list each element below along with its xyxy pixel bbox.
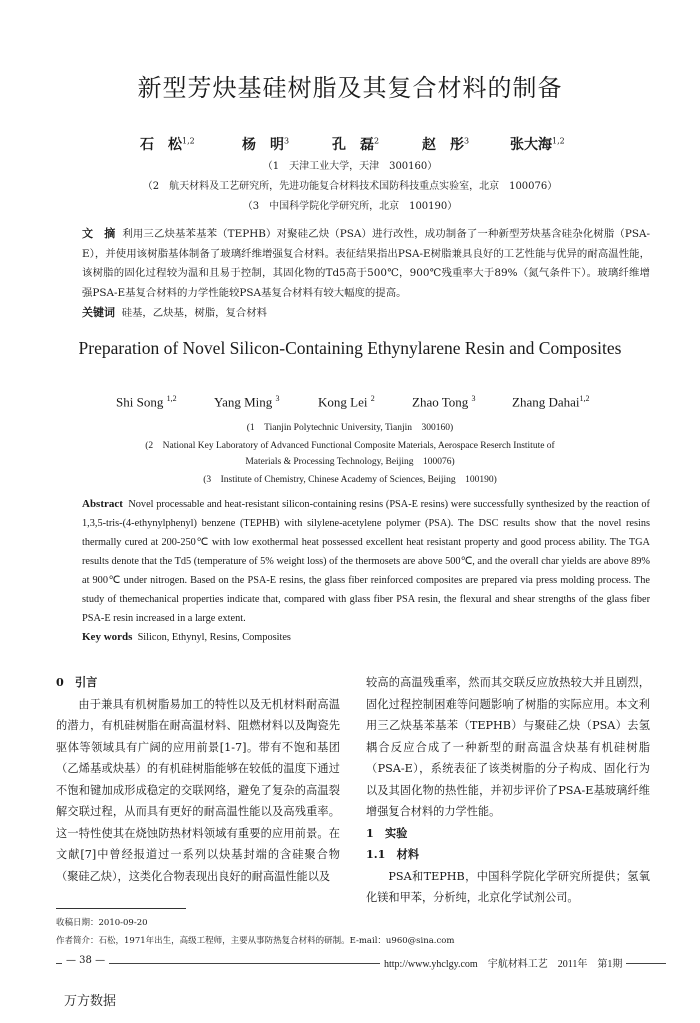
abstract-zh (82, 224, 650, 324)
affiliation-en-2: (2 National Key Laboratory of Advanced Functional Composite Materials, Aerospace Reserch Institute of (145, 441, 555, 451)
abstract-en-label: Abstract (82, 498, 123, 510)
abstract-zh-label: 文 摘 (82, 227, 116, 240)
keywords-zh-label: 关键词 (82, 306, 115, 319)
footnote-received: 收稿日期：2010-09-20 (56, 918, 148, 928)
affiliation-zh-2: （2 航天材料及工艺研究所，先进功能复合材料技术国防科技重点实验室，北京 100076） (142, 181, 558, 192)
watermark: 万方数据 (64, 994, 117, 1009)
footnote-divider (56, 908, 186, 909)
body-column-left (56, 672, 340, 887)
author-zh: 石 松$^{1,2}$ (140, 136, 195, 153)
author-zh: 赵 彤$^3$ (422, 136, 470, 153)
author-en: Yang Ming $^3$ (214, 394, 280, 410)
section-1-heading: 1 实验 (366, 825, 408, 840)
footer-journal: http://www.yhclgy.com 宇航材料工艺 2011年 第1期 (380, 955, 626, 970)
affiliation-en-2-cont: Materials & Processing Technology, Beijing 100076) (245, 457, 455, 467)
title-en: Preparation of Novel Silicon-Containing Ethynylarene Resin and Composites (78, 338, 622, 358)
author-en: Shi Song $^{1,2}$ (116, 394, 177, 410)
title-zh: 新型芳炔基硅树脂及其复合材料的制备 (137, 74, 563, 102)
section-1-1-paragraph: PSA和TEPHB，中国科学院化学研究所提供；氢氧化镁和甲苯，分析纯，北京化学试剂公司。 (366, 869, 650, 904)
author-en: Kong Lei $^2$ (318, 394, 375, 410)
keywords-zh: 硅基，乙炔基，树脂，复合材料 (121, 307, 268, 319)
author-zh: 孔 磊$^2$ (332, 136, 380, 153)
abstract-en-text: Novel processable and heat-resistant silicon-containing resins (PSA-E resins) were successfully synthesized by the reaction of 1,3,5-tris-(4-ethynylphenyl) benzene (TEPHB) with silylene-acetylene polymer (PSA). The DSC results show that the novel resins thermally cured at 200-250℃ with low exothermal heat possessed excellent heat resistant property and good process ability. The TGA results denote that the Td5 (temperature of 5% weight loss) of the thermosets are above 500℃, and the overall char yields are above 89% at 900℃ under nitrogen. Based on the PSA-E resins, the glass fiber reinforced composites are prepared via press molding process. The study of themechanical properties indicate that, compared with glass fiber PSA resin, the flexural and shear strengths of the glass fiber PSA-E resin increased in a large extent. (82, 499, 650, 624)
section-0-heading: 0 引言 (56, 675, 98, 689)
author-zh: 杨 明$^3$ (242, 136, 290, 153)
affiliation-zh-1: （1 天津工业大学，天津 300160） (262, 161, 438, 172)
abstract-en (82, 495, 650, 647)
intro-continued-paragraph: 较高的高温残重率，然而其交联反应放热较大并且剧烈，固化过程控制困难等问题影响了树脂的实际应用。本文利用三乙炔基苯基苯（TEPHB）与聚硅乙炔（PSA）去氢耦合反应合成了一种新型的耐高温含炔基有机硅树脂（PSA-E），系统表征了该类树脂的分子构成、固化行为以及其固化物的热性能，并初步评价了PSA-E基玻璃纤维增强复合材料的力学性能。 (366, 676, 650, 818)
body-column-right (366, 672, 650, 909)
affiliation-en-3: (3 Institute of Chemistry, Chinese Academy of Sciences, Beijing 100190) (203, 475, 497, 485)
affiliation-zh-3: （3 中国科学院化学研究所，北京 100190） (242, 201, 458, 212)
page-number: — 38 — (62, 955, 109, 966)
author-en: Zhao Tong $^3$ (412, 394, 476, 410)
footnote-author: 作者简介：石松，1971年出生，高级工程师，主要从事防热复合材料的研制。E-mail：u960@sina.com (56, 936, 455, 946)
section-1-1-heading: 1.1 材料 (366, 847, 420, 861)
author-en: Zhang Dahai$^{1,2}$ (512, 394, 590, 410)
keywords-en: Silicon, Ethynyl, Resins, Composites (137, 632, 291, 643)
keywords-en-label: Key words (82, 631, 133, 643)
affiliation-en-1: (1 Tianjin Polytechnic University, Tianjin 300160) (246, 423, 454, 433)
author-zh: 张大海$^{1,2}$ (510, 136, 565, 153)
abstract-zh-text: 利用三乙炔基苯基苯（TEPHB）对聚硅乙炔（PSA）进行改性，成功制备了一种新型芳炔基含硅杂化树脂（PSA-E），并使用该树脂基体制备了玻璃纤维增强复合材料。表征结果指出PSA-E树脂兼具良好的工艺性能与优异的耐高温性能，该树脂的固化过程较为温和且易于控制，其固化物的Td5高于500℃，900℃残重率大于89%（氮气条件下）。玻璃纤维增强PSA-E基复合材料的力学性能较PSA基复合材料有较大幅度的提高。 (82, 228, 651, 299)
section-0-paragraph: 由于兼具有机树脂易加工的特性以及无机材料耐高温的潜力，有机硅树脂在耐高温材料、阻燃材料以及陶瓷先驱体等领域具有广阔的应用前景[1-7]。带有不饱和基团（乙烯基或炔基）的有机硅树脂能够在较低的温度下通过不饱和键加成形成稳定的交联网络，避免了复杂的高温裂解交联过程，从而具有更好的耐高温性能以及高残重率。这一特性使其在烧蚀防热材料领域有重要的应用前景。在文献[7]中曾经报道过一系列以炔基封端的含硅聚合物（聚硅乙炔），这类化合物表现出良好的耐高温性能以及 (56, 697, 340, 883)
